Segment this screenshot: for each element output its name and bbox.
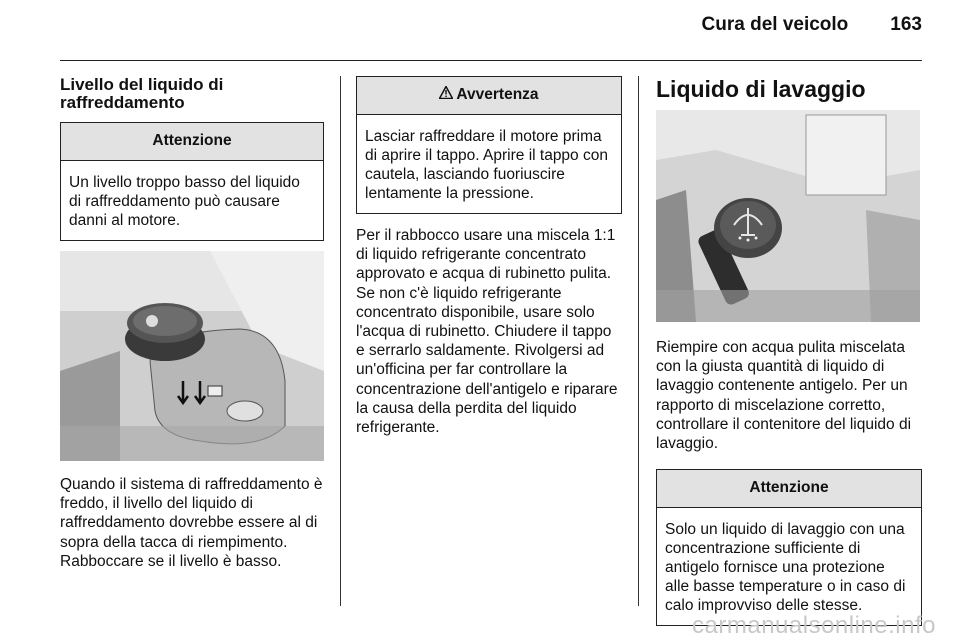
coolant-reservoir-photo [60, 251, 324, 461]
warning-text: Lasciar raffreddare il motore prima di aprire il tappo. Aprire il tappo con cautela, lasciando fuoriuscire lentamente la pressione. [365, 128, 608, 202]
notice-title: Attenzione [657, 470, 921, 508]
attention-notice-washer [656, 469, 922, 626]
page-number: 163 [890, 14, 922, 35]
page-header [702, 14, 922, 36]
notice-text: Solo un liquido di lavaggio con una concentrazione sufficiente di antigelo fornisce una protezione alle basse temperature o in caso di calo improvviso delle stesse. [665, 521, 906, 615]
washer-fluid-heading: Liquido di lavaggio [656, 76, 866, 102]
coolant-check-paragraph: Quando il sistema di raffreddamento è freddo, il livello del liquido di raffreddamento dovrebbe essere al di sopra della tacca di riempimento. Rabboccare se il livello è basso. [60, 476, 323, 570]
column-divider [638, 76, 639, 606]
warning-notice [356, 76, 622, 214]
watermark: carmanualsonline.info [692, 612, 936, 639]
notice-title: Attenzione [61, 123, 323, 161]
notice-text: Un livello troppo basso del liquido di raffreddamento può causare danni al motore. [69, 174, 300, 229]
column-divider [340, 76, 341, 606]
column-middle [356, 76, 622, 437]
column-left [60, 76, 324, 571]
warning-title-row [357, 77, 621, 115]
washer-reservoir-photo [656, 110, 920, 322]
header-rule [60, 60, 922, 61]
coolant-level-subheading: Livello del liquido di raffreddamento [60, 75, 224, 112]
column-right [656, 76, 922, 626]
section-title: Cura del veicolo [701, 14, 849, 35]
attention-notice [60, 122, 324, 241]
refill-paragraph: Per il rabbocco usare una miscela 1:1 di liquido refrigerante concentrato approvato e acqua di rubinetto pulita. Se non c'è liquido refrigerante concentrato disponibile, usare solo l'acqua di rubinetto. Chiudere il tappo e serrarlo saldamente. Rivolgersi ad un'officina per far controllare la concentrazione dell'antigelo e riparare la causa della perdita del liquido refrigerante. [356, 227, 618, 437]
warning-title: Avvertenza [456, 86, 539, 103]
washer-fill-paragraph: Riempire con acqua pulita miscelata con la giusta quantità di liquido di lavaggio contenente antigelo. Per un rapporto di miscelazione corretto, controllare il contenitore del liquido di lavaggio. [656, 339, 912, 453]
warning-triangle-icon [439, 86, 453, 103]
